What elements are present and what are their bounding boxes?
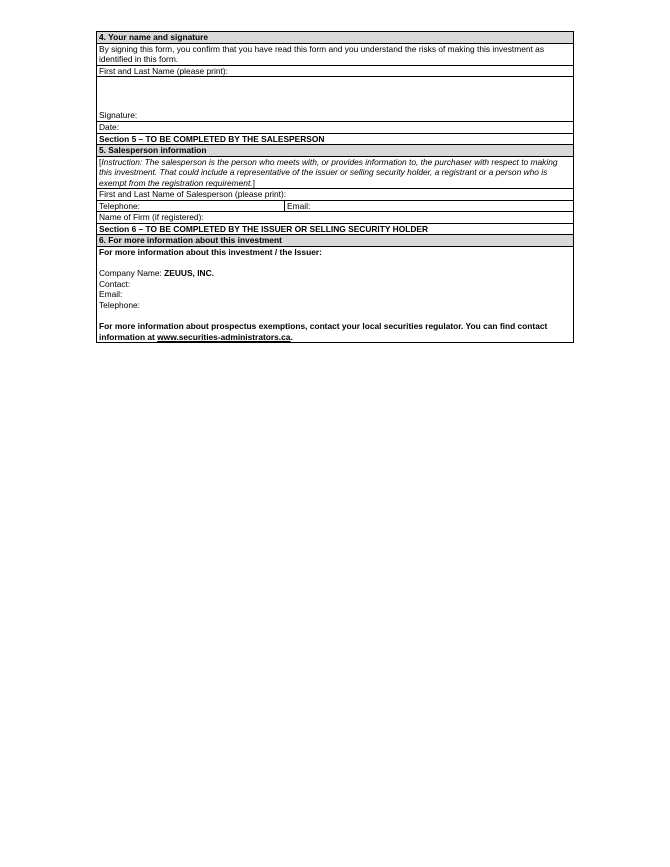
exemptions-text: For more information about prospectus exemptions, contact your local securities regulator. You can find contact information at [99,321,548,342]
section-4-intro: By signing this form, you confirm that you have read this form and you understand the risks of making this investment as identified in this form. [97,44,573,66]
exemptions-note [99,321,572,342]
issuer-contact-label: Contact: [99,278,131,289]
instruction-open-bracket: [ [99,156,102,167]
section-5-banner: Section 5 – TO BE COMPLETED BY THE SALESPERSON [97,134,573,146]
company-name-label: Company Name: [99,268,165,278]
issuer-info-block [97,247,573,343]
salesperson-telephone-field[interactable]: Telephone: [97,201,285,212]
issuer-telephone-label: Telephone: [99,299,140,310]
date-field[interactable]: Date: [97,122,573,134]
issuer-info-subheading: For more information about this investment / the Issuer: [99,246,322,257]
regulators-website-link[interactable]: www.securities-administrators.ca [157,331,291,342]
company-name-value: ZEUUS, INC. [164,268,214,278]
salesperson-instruction [97,157,573,190]
section-4-heading: 4. Your name and signature [97,32,573,44]
firm-name-field[interactable]: Name of Firm (if registered): [97,212,573,224]
purchaser-name-field[interactable]: First and Last Name (please print): [97,66,573,78]
issuer-email-label: Email: [99,289,123,299]
section-5-heading: 5. Salesperson information [97,145,573,157]
salesperson-contact-row [97,201,573,213]
disclosure-form [96,31,574,343]
section-6-heading: 6. For more information about this investment [97,235,573,247]
section-6-banner: Section 6 – TO BE COMPLETED BY THE ISSUER OR SELLING SECURITY HOLDER [97,224,573,236]
salesperson-email-field[interactable]: Email: [287,200,311,211]
instruction-text: Instruction: The salesperson is the person who meets with, or provides information to, the purchaser with respect to making this investment. That could include a representative of the issuer or selling security holder, a registrant or a person who is exempt from the registration requirement. [99,156,558,188]
company-name-line [99,268,572,279]
salesperson-name-field[interactable]: First and Last Name of Salesperson (please print): [97,189,573,201]
signature-area[interactable] [97,77,573,122]
signature-label: Signature: [99,109,138,120]
instruction-close-bracket: ] [252,177,255,188]
exemptions-period: . [290,331,293,342]
